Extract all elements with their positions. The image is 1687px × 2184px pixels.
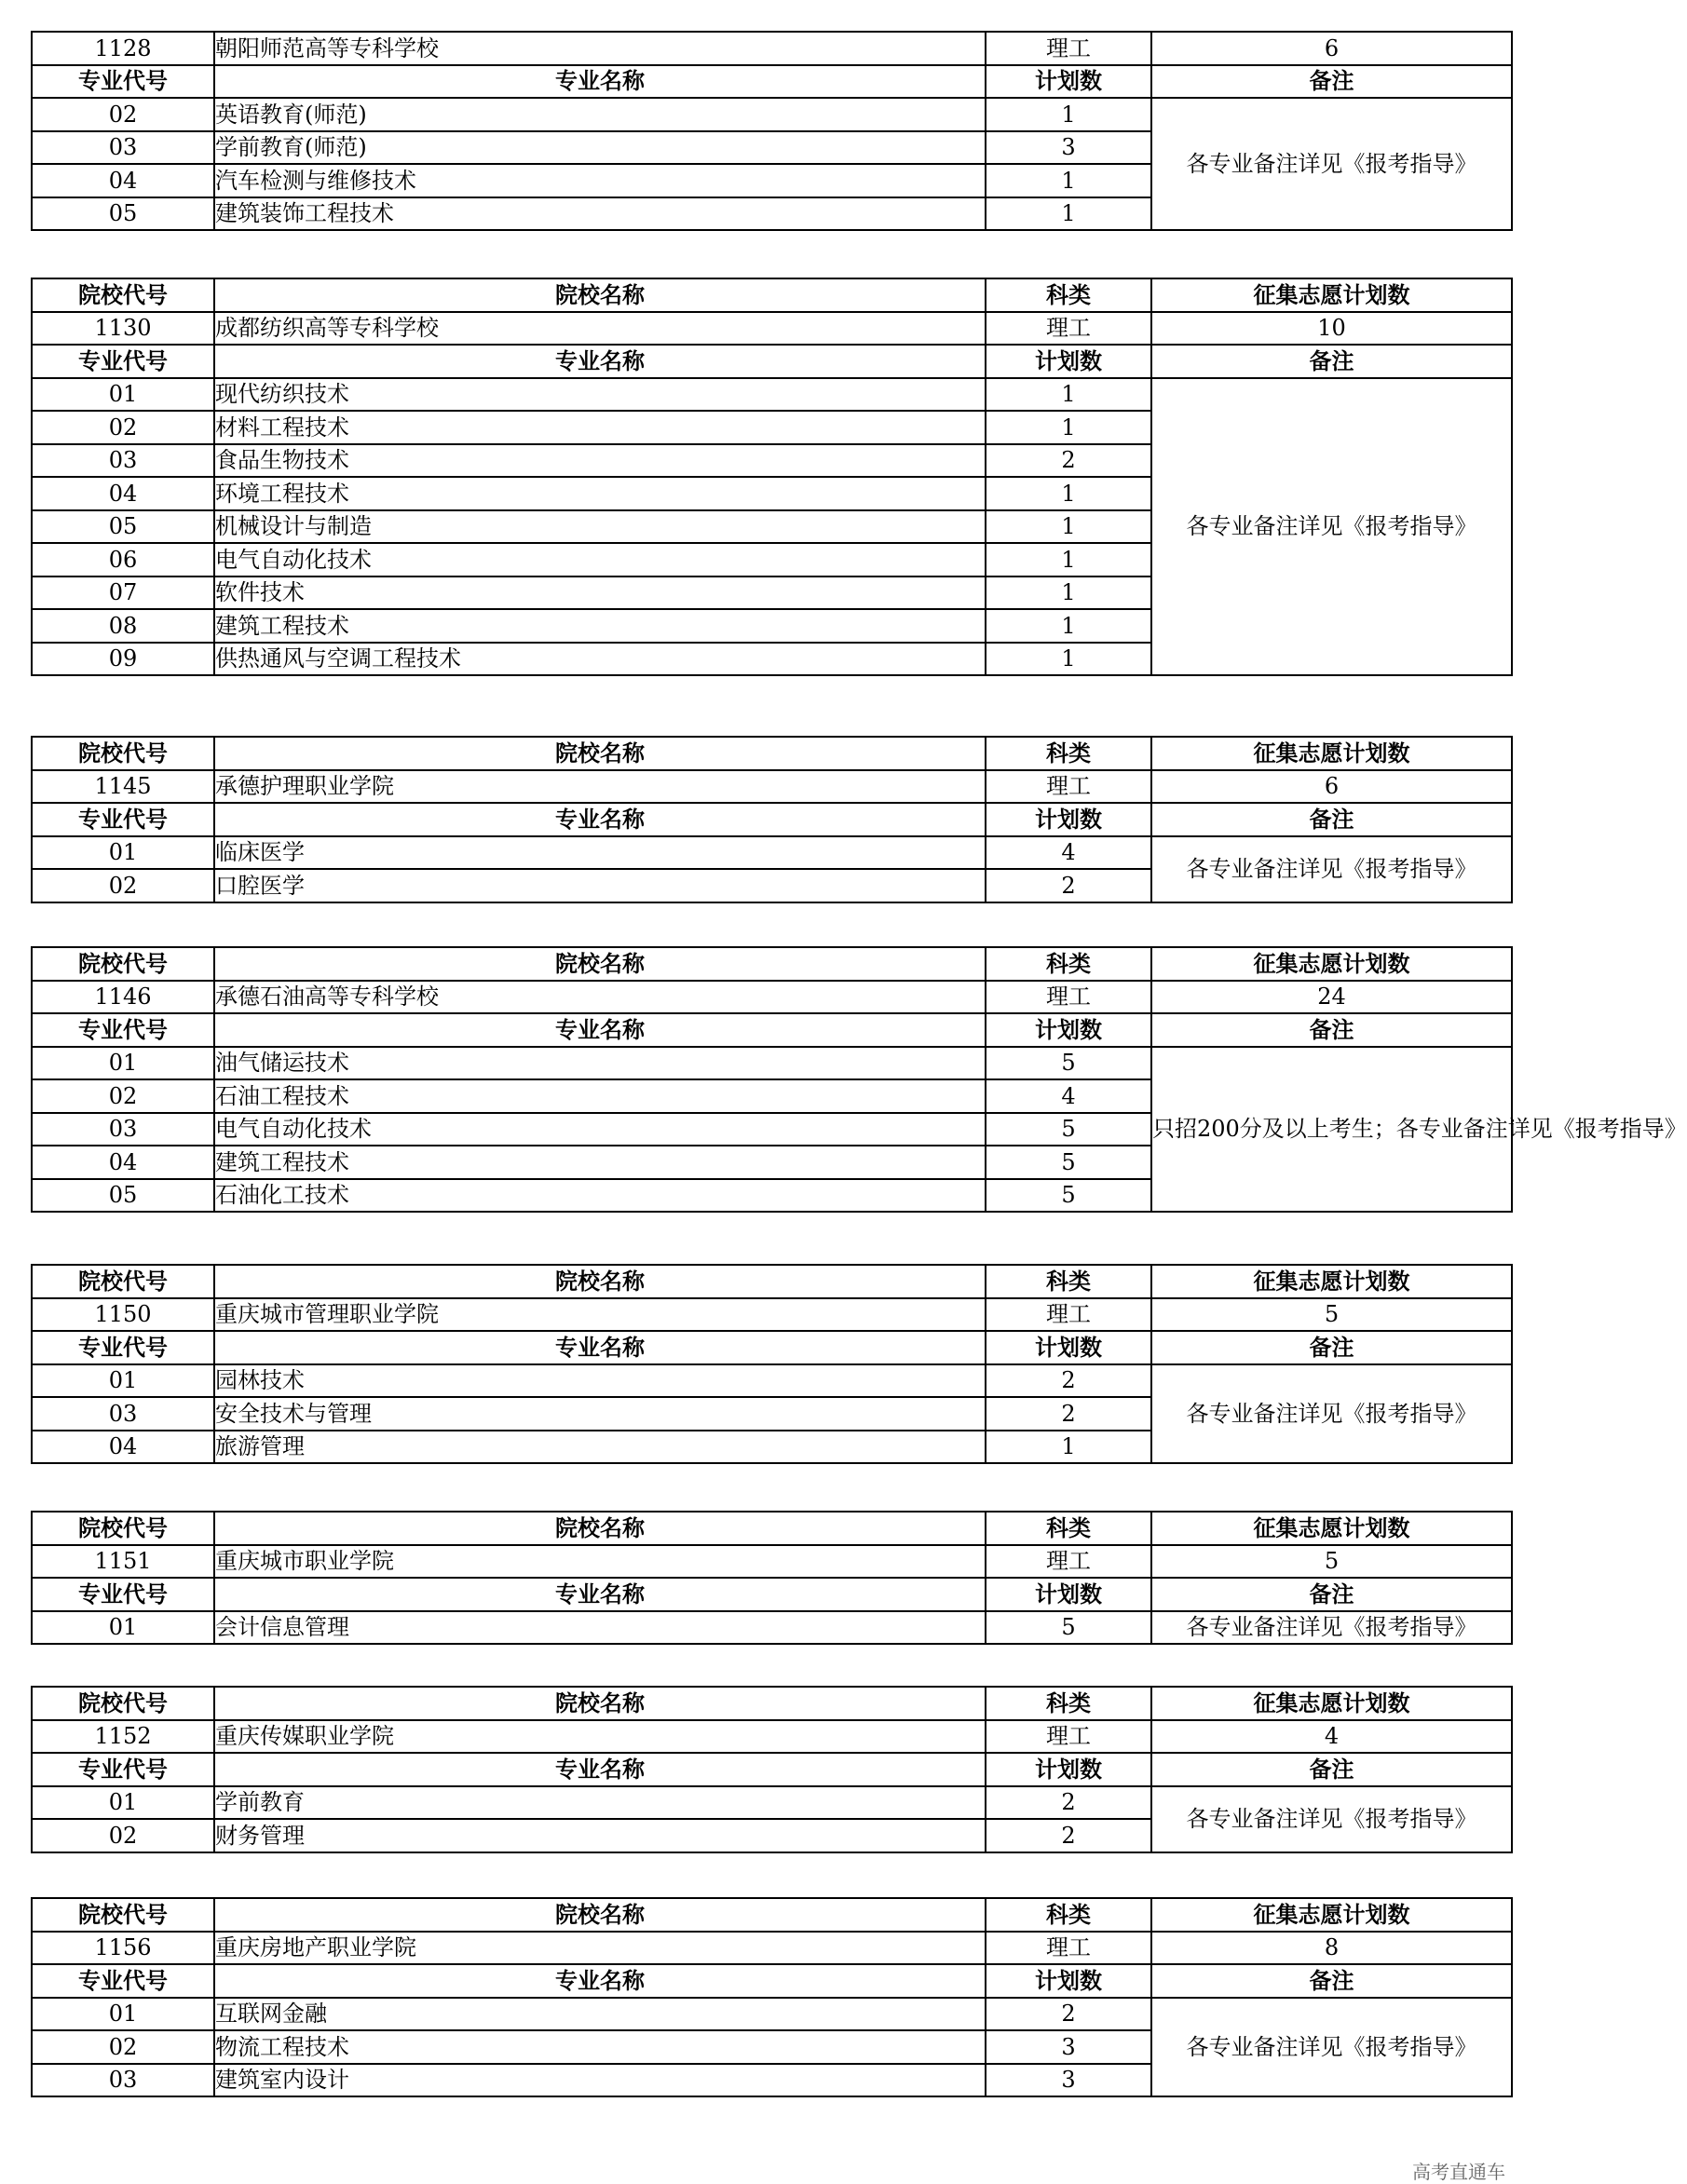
major-name: 学前教育(师范) (214, 131, 986, 165)
major-name: 口腔医学 (214, 869, 986, 902)
header-category: 科类 (986, 1512, 1151, 1545)
header-category: 科类 (986, 947, 1151, 981)
header-school-name: 院校名称 (214, 1687, 986, 1720)
major-header-row (32, 1964, 1512, 1998)
school-name: 成都纺织高等专科学校 (214, 312, 986, 346)
major-code: 09 (32, 643, 214, 676)
school-code: 1151 (32, 1545, 214, 1579)
major-code: 02 (32, 2030, 214, 2064)
school-code: 1150 (32, 1298, 214, 1332)
major-row (32, 836, 1512, 870)
major-header-row (32, 1013, 1512, 1047)
header-note: 备注 (1151, 1964, 1512, 1998)
header-major-name: 专业名称 (214, 345, 986, 378)
major-plan: 1 (986, 98, 1151, 131)
school-block-table (31, 1264, 1513, 1464)
major-name: 物流工程技术 (214, 2030, 986, 2064)
school-header-row (32, 278, 1512, 312)
school-plan-total: 6 (1151, 770, 1512, 804)
major-row (32, 1611, 1512, 1645)
major-note: 各专业备注详见《报考指导》 (1151, 1611, 1512, 1645)
school-row (32, 1545, 1512, 1579)
header-major-code: 专业代号 (32, 1964, 214, 1998)
school-plan-total: 5 (1151, 1545, 1512, 1579)
school-name: 承德护理职业学院 (214, 770, 986, 804)
header-category: 科类 (986, 1898, 1151, 1932)
major-plan: 3 (986, 2064, 1151, 2097)
major-name: 环境工程技术 (214, 477, 986, 510)
header-plan: 计划数 (986, 1013, 1151, 1047)
major-name: 英语教育(师范) (214, 98, 986, 131)
header-category: 科类 (986, 1265, 1151, 1298)
major-row (32, 98, 1512, 131)
header-major-code: 专业代号 (32, 1013, 214, 1047)
school-name: 重庆城市管理职业学院 (214, 1298, 986, 1332)
header-plan: 计划数 (986, 65, 1151, 99)
major-code: 01 (32, 378, 214, 412)
header-major-code: 专业代号 (32, 345, 214, 378)
major-plan: 5 (986, 1047, 1151, 1080)
header-plan: 计划数 (986, 1578, 1151, 1611)
major-plan: 2 (986, 1364, 1151, 1398)
header-major-code: 专业代号 (32, 1578, 214, 1611)
header-note: 备注 (1151, 345, 1512, 378)
header-school-name: 院校名称 (214, 1265, 986, 1298)
school-header-row (32, 947, 1512, 981)
major-note: 各专业备注详见《报考指导》 (1151, 1364, 1512, 1464)
school-code: 1128 (32, 32, 214, 65)
major-code: 05 (32, 510, 214, 544)
school-block-table (31, 1897, 1513, 2097)
school-name: 承德石油高等专科学校 (214, 981, 986, 1014)
school-name: 重庆城市职业学院 (214, 1545, 986, 1579)
major-code: 01 (32, 1364, 214, 1398)
major-plan: 5 (986, 1179, 1151, 1213)
major-code: 01 (32, 1611, 214, 1645)
header-major-name: 专业名称 (214, 1013, 986, 1047)
major-code: 01 (32, 836, 214, 870)
major-plan: 1 (986, 1431, 1151, 1464)
major-plan: 1 (986, 609, 1151, 643)
major-plan: 2 (986, 444, 1151, 478)
major-name: 食品生物技术 (214, 444, 986, 478)
major-plan: 3 (986, 131, 1151, 165)
major-code: 05 (32, 1179, 214, 1213)
major-code: 02 (32, 411, 214, 444)
school-header-row (32, 737, 1512, 770)
school-block-table (31, 1511, 1513, 1645)
school-category: 理工 (986, 312, 1151, 346)
school-category: 理工 (986, 1298, 1151, 1332)
header-plan-total: 征集志愿计划数 (1151, 1265, 1512, 1298)
header-major-code: 专业代号 (32, 1753, 214, 1786)
header-school-name: 院校名称 (214, 1898, 986, 1932)
major-name: 石油化工技术 (214, 1179, 986, 1213)
header-major-name: 专业名称 (214, 1578, 986, 1611)
major-header-row (32, 803, 1512, 836)
header-category: 科类 (986, 737, 1151, 770)
school-header-row (32, 1687, 1512, 1720)
header-school-code: 院校代号 (32, 947, 214, 981)
school-category: 理工 (986, 1720, 1151, 1754)
major-name: 材料工程技术 (214, 411, 986, 444)
major-header-row (32, 1578, 1512, 1611)
header-school-name: 院校名称 (214, 1512, 986, 1545)
major-name: 汽车检测与维修技术 (214, 164, 986, 197)
major-name: 油气储运技术 (214, 1047, 986, 1080)
header-plan-total: 征集志愿计划数 (1151, 278, 1512, 312)
major-plan: 5 (986, 1146, 1151, 1179)
header-plan: 计划数 (986, 1331, 1151, 1364)
major-code: 04 (32, 1431, 214, 1464)
major-code: 08 (32, 609, 214, 643)
major-plan: 4 (986, 1079, 1151, 1113)
major-name: 建筑工程技术 (214, 609, 986, 643)
major-plan: 1 (986, 643, 1151, 676)
major-code: 03 (32, 444, 214, 478)
school-plan-total: 6 (1151, 32, 1512, 65)
major-note: 只招200分及以上考生；各专业备注详见《报考指导》 (1151, 1047, 1512, 1213)
major-name: 学前教育 (214, 1786, 986, 1820)
major-code: 01 (32, 1786, 214, 1820)
school-code: 1146 (32, 981, 214, 1014)
major-code: 02 (32, 1819, 214, 1852)
school-code: 1156 (32, 1932, 214, 1965)
major-code: 01 (32, 1047, 214, 1080)
header-plan-total: 征集志愿计划数 (1151, 737, 1512, 770)
school-plan-total: 4 (1151, 1720, 1512, 1754)
header-school-name: 院校名称 (214, 278, 986, 312)
school-plan-total: 5 (1151, 1298, 1512, 1332)
major-plan: 2 (986, 1786, 1151, 1820)
header-category: 科类 (986, 1687, 1151, 1720)
major-row (32, 1786, 1512, 1820)
major-plan: 1 (986, 543, 1151, 577)
school-row (32, 770, 1512, 804)
school-row (32, 1298, 1512, 1332)
major-name: 石油工程技术 (214, 1079, 986, 1113)
school-row (32, 981, 1512, 1014)
header-note: 备注 (1151, 1753, 1512, 1786)
major-note: 各专业备注详见《报考指导》 (1151, 836, 1512, 902)
major-code: 06 (32, 543, 214, 577)
major-code: 03 (32, 2064, 214, 2097)
major-header-row (32, 1753, 1512, 1786)
major-code: 02 (32, 98, 214, 131)
major-header-row (32, 1331, 1512, 1364)
major-name: 临床医学 (214, 836, 986, 870)
header-category: 科类 (986, 278, 1151, 312)
header-school-name: 院校名称 (214, 947, 986, 981)
major-code: 04 (32, 164, 214, 197)
school-block-table (31, 946, 1687, 1213)
major-plan: 1 (986, 411, 1151, 444)
school-row (32, 32, 1512, 65)
school-plan-total: 24 (1151, 981, 1512, 1014)
header-note: 备注 (1151, 1578, 1512, 1611)
major-name: 供热通风与空调工程技术 (214, 643, 986, 676)
header-major-name: 专业名称 (214, 1753, 986, 1786)
major-plan: 1 (986, 510, 1151, 544)
header-major-name: 专业名称 (214, 1331, 986, 1364)
major-code: 03 (32, 131, 214, 165)
header-school-code: 院校代号 (32, 1265, 214, 1298)
header-note: 备注 (1151, 1013, 1512, 1047)
school-category: 理工 (986, 981, 1151, 1014)
header-major-code: 专业代号 (32, 65, 214, 99)
major-plan: 1 (986, 577, 1151, 610)
major-plan: 3 (986, 2030, 1151, 2064)
school-block-table (31, 31, 1513, 231)
header-school-name: 院校名称 (214, 737, 986, 770)
major-name: 建筑室内设计 (214, 2064, 986, 2097)
school-category: 理工 (986, 770, 1151, 804)
header-note: 备注 (1151, 803, 1512, 836)
major-note: 各专业备注详见《报考指导》 (1151, 1998, 1512, 2097)
major-name: 旅游管理 (214, 1431, 986, 1464)
header-plan-total: 征集志愿计划数 (1151, 1898, 1512, 1932)
major-plan: 1 (986, 197, 1151, 231)
school-plan-total: 10 (1151, 312, 1512, 346)
major-name: 安全技术与管理 (214, 1397, 986, 1431)
major-code: 03 (32, 1113, 214, 1146)
header-school-code: 院校代号 (32, 1687, 214, 1720)
major-plan: 2 (986, 1397, 1151, 1431)
school-code: 1130 (32, 312, 214, 346)
major-row (32, 1364, 1512, 1398)
major-code: 02 (32, 1079, 214, 1113)
header-plan: 计划数 (986, 803, 1151, 836)
school-block-table (31, 736, 1513, 903)
major-name: 建筑装饰工程技术 (214, 197, 986, 231)
header-plan: 计划数 (986, 1964, 1151, 1998)
major-name: 电气自动化技术 (214, 1113, 986, 1146)
school-header-row (32, 1512, 1512, 1545)
major-code: 04 (32, 477, 214, 510)
major-name: 园林技术 (214, 1364, 986, 1398)
school-category: 理工 (986, 1932, 1151, 1965)
header-major-code: 专业代号 (32, 1331, 214, 1364)
major-code: 05 (32, 197, 214, 231)
major-note: 各专业备注详见《报考指导》 (1151, 378, 1512, 676)
major-plan: 5 (986, 1611, 1151, 1645)
school-category: 理工 (986, 32, 1151, 65)
major-plan: 5 (986, 1113, 1151, 1146)
major-plan: 2 (986, 1819, 1151, 1852)
header-plan-total: 征集志愿计划数 (1151, 1512, 1512, 1545)
school-header-row (32, 1265, 1512, 1298)
school-category: 理工 (986, 1545, 1151, 1579)
major-plan: 2 (986, 869, 1151, 902)
major-code: 02 (32, 869, 214, 902)
header-note: 备注 (1151, 1331, 1512, 1364)
major-name: 电气自动化技术 (214, 543, 986, 577)
major-code: 03 (32, 1397, 214, 1431)
major-plan: 4 (986, 836, 1151, 870)
major-plan: 2 (986, 1998, 1151, 2031)
major-plan: 1 (986, 164, 1151, 197)
major-name: 财务管理 (214, 1819, 986, 1852)
school-row (32, 1932, 1512, 1965)
major-code: 01 (32, 1998, 214, 2031)
header-school-code: 院校代号 (32, 1512, 214, 1545)
major-name: 机械设计与制造 (214, 510, 986, 544)
school-header-row (32, 1898, 1512, 1932)
school-block-table (31, 278, 1513, 676)
header-plan-total: 征集志愿计划数 (1151, 1687, 1512, 1720)
major-row (32, 378, 1512, 412)
major-code: 07 (32, 577, 214, 610)
header-plan-total: 征集志愿计划数 (1151, 947, 1512, 981)
major-code: 04 (32, 1146, 214, 1179)
school-code: 1152 (32, 1720, 214, 1754)
school-row (32, 312, 1512, 346)
major-row (32, 1998, 1512, 2031)
school-code: 1145 (32, 770, 214, 804)
header-note: 备注 (1151, 65, 1512, 99)
header-major-name: 专业名称 (214, 1964, 986, 1998)
header-school-code: 院校代号 (32, 737, 214, 770)
major-note: 各专业备注详见《报考指导》 (1151, 1786, 1512, 1852)
header-school-code: 院校代号 (32, 278, 214, 312)
school-row (32, 1720, 1512, 1754)
major-name: 互联网金融 (214, 1998, 986, 2031)
major-row (32, 1047, 1512, 1080)
major-header-row (32, 345, 1512, 378)
major-name: 现代纺织技术 (214, 378, 986, 412)
major-plan: 1 (986, 378, 1151, 412)
major-header-row (32, 65, 1512, 99)
major-name: 建筑工程技术 (214, 1146, 986, 1179)
school-name: 朝阳师范高等专科学校 (214, 32, 986, 65)
watermark-text: 高考直通车 (1412, 2161, 1505, 2183)
major-name: 会计信息管理 (214, 1611, 986, 1645)
header-school-code: 院校代号 (32, 1898, 214, 1932)
major-note: 各专业备注详见《报考指导》 (1151, 98, 1512, 230)
major-plan: 1 (986, 477, 1151, 510)
header-major-name: 专业名称 (214, 803, 986, 836)
header-plan: 计划数 (986, 1753, 1151, 1786)
school-name: 重庆传媒职业学院 (214, 1720, 986, 1754)
school-block-table (31, 1686, 1513, 1853)
major-name: 软件技术 (214, 577, 986, 610)
header-major-code: 专业代号 (32, 803, 214, 836)
header-plan: 计划数 (986, 345, 1151, 378)
header-major-name: 专业名称 (214, 65, 986, 99)
school-name: 重庆房地产职业学院 (214, 1932, 986, 1965)
school-plan-total: 8 (1151, 1932, 1512, 1965)
